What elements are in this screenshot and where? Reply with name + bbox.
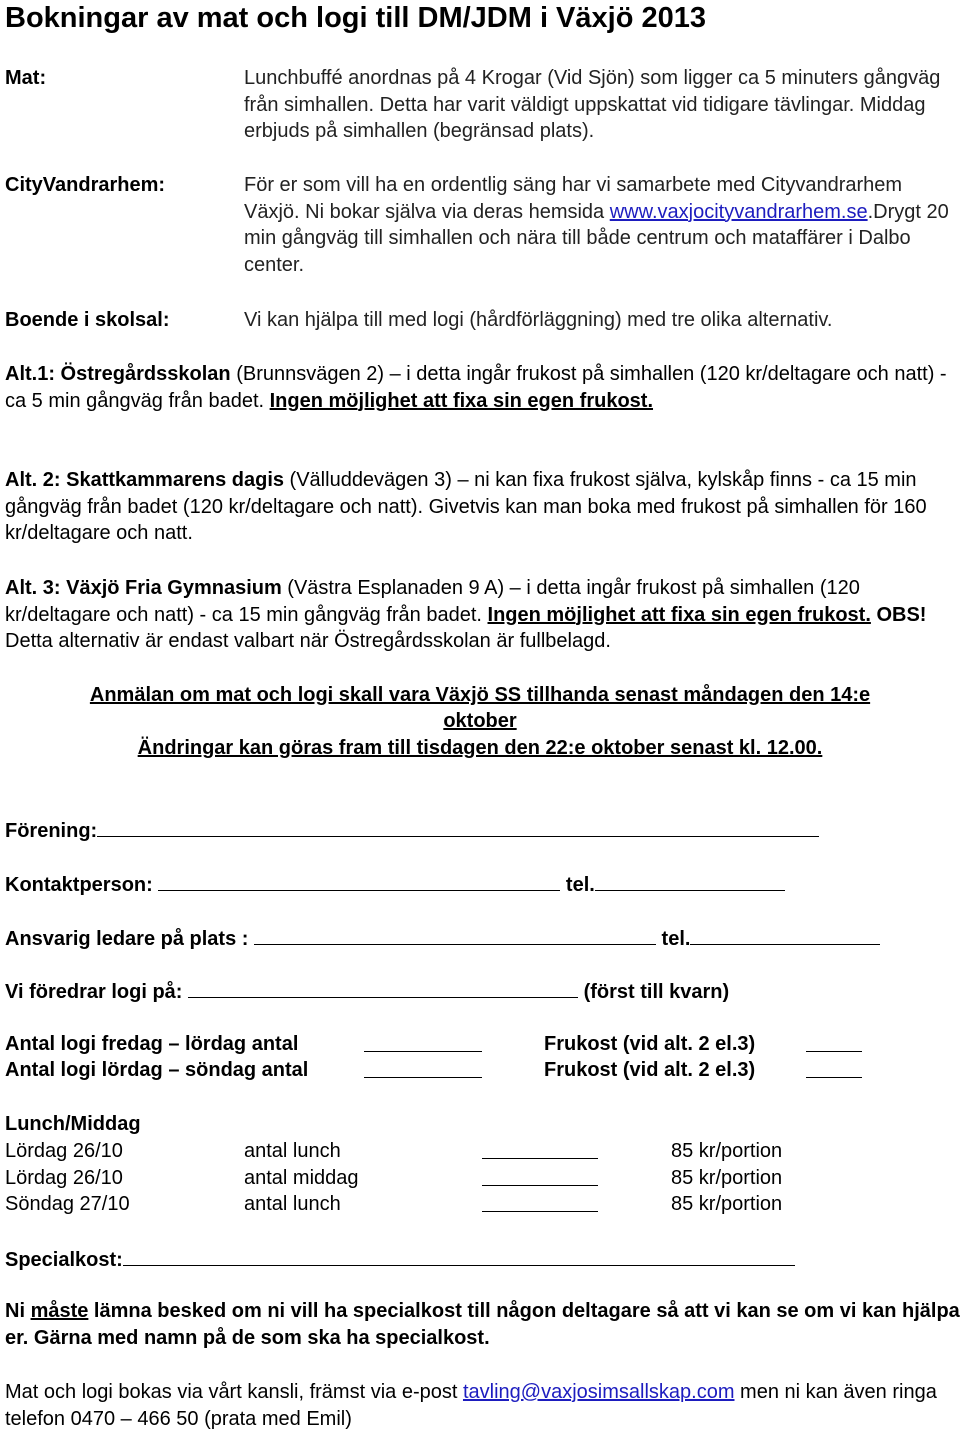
lunch-row-field[interactable]	[482, 1191, 598, 1212]
footer-email-link[interactable]: tavling@vaxjosimsallskap.com	[462, 1381, 735, 1403]
mat-label: Mat:	[5, 67, 47, 89]
kontakt-field[interactable]	[158, 870, 560, 891]
special-note-b: lämna besked om ni vill ha specialkost till någon deltagare så att vi kan se om vi kan hjälpa er. Gärna med namn på de som ska ha specialkost.	[5, 1300, 960, 1349]
footer-text	[5, 1379, 960, 1432]
city-text-1: För er som vill ha en ordentlig säng har vi samarbete med Cityvandrarhem Växjö. Ni bokar själva via deras hemsida	[244, 174, 903, 223]
forening-row	[5, 816, 819, 845]
logi-field[interactable]	[188, 977, 578, 998]
alt2-paragraph	[5, 467, 960, 547]
lordag-field[interactable]	[364, 1057, 482, 1078]
fredag-frukost-label: Frukost (vid alt. 2 el.3)	[544, 1033, 756, 1055]
alt1-text: (Brunnsvägen 2) – i detta ingår frukost på simhallen (120 kr/deltagare och natt) - ca 5 min gångväg från badet.	[5, 363, 947, 412]
alt2-prefix: Alt.	[5, 469, 38, 491]
city-link[interactable]: www.vaxjocityvandrarhem.se	[609, 200, 868, 223]
kontakt-label: Kontaktperson:	[5, 874, 153, 896]
kontakt-tel-field[interactable]	[595, 870, 785, 891]
special-note	[5, 1298, 960, 1351]
special-field[interactable]	[123, 1245, 795, 1266]
footer-text-2: men ni kan även ringa telefon 0470 – 466 50 (prata med Emil)	[5, 1381, 937, 1430]
alt3-prefix: Alt.	[5, 577, 38, 599]
ansvarig-label: Ansvarig ledare på plats :	[5, 928, 249, 950]
fredag-label: Antal logi fredag – lördag antal	[5, 1033, 299, 1055]
special-note-emphasis: måste	[30, 1300, 89, 1322]
lordag-label: Antal logi lördag – söndag antal	[5, 1059, 309, 1081]
alt3-obs: OBS!	[870, 603, 927, 626]
alt3-paragraph	[5, 575, 960, 655]
ansvarig-tel-field[interactable]	[690, 924, 880, 945]
kontakt-row	[5, 870, 785, 899]
alt2-text: (Välluddevägen 3) – ni kan fixa frukost själva, kylskåp finns - ca 15 min gångväg från badet (120 kr/deltagare och natt). Givetvis kan man boka med frukost på simhallen för 160 kr/deltagare och natt.	[5, 469, 927, 544]
city-label: CityVandrarhem:	[5, 174, 166, 196]
special-label: Specialkost:	[5, 1249, 123, 1271]
kontakt-tel-label: tel.	[565, 874, 595, 896]
deadline-line-1: Anmälan om mat och logi skall vara Växjö SS tillhanda senast måndagen den 14:e	[89, 684, 871, 706]
logi-note: (först till kvarn)	[583, 981, 730, 1003]
skolsal-text: Vi kan hjälpa till med logi (hårdförläggning) med tre olika alternativ.	[244, 309, 833, 331]
lunch-heading: Lunch/Middag	[5, 1113, 141, 1135]
alt3-name: 3: Växjö Fria Gymnasium	[37, 577, 282, 599]
forening-field[interactable]	[97, 816, 819, 837]
footer-text-1: Mat och logi bokas via vårt kansli, främst via e-post	[5, 1381, 463, 1403]
alt1-paragraph	[5, 361, 960, 414]
deadline-line-2: oktober	[443, 710, 517, 732]
logi-label: Vi föredrar logi på:	[5, 981, 183, 1003]
lunch-row-field[interactable]	[482, 1138, 598, 1159]
alt1-name: 1: Östregårdsskolan	[37, 363, 231, 385]
lunch-row-field[interactable]	[482, 1165, 598, 1186]
lunch-row-what: antal middag	[244, 1167, 359, 1189]
lunch-row-day: Lördag 26/10	[5, 1140, 123, 1162]
alt3-note: Ingen möjlighet att fixa sin egen frukost.	[487, 603, 871, 626]
alt3-text: (Västra Esplanaden 9 A) – i detta ingår frukost på simhallen (120 kr/deltagare och natt) - ca 15 min gångväg från badet.	[5, 577, 860, 626]
lunch-row-price: 85 kr/portion	[671, 1193, 783, 1215]
city-text-2: .Drygt 20 min gångväg till simhallen och nära till både centrum och mataffärer i Dalbo center.	[244, 200, 949, 276]
alt1-note: Ingen möjlighet att fixa sin egen frukost.	[269, 389, 654, 412]
lunch-row-what: antal lunch	[244, 1140, 341, 1162]
alt1-prefix: Alt.	[5, 363, 38, 385]
special-note-a: Ni	[5, 1300, 31, 1322]
city-text	[244, 172, 956, 278]
ansvarig-row	[5, 924, 880, 953]
alt3-text-end: Detta alternativ är endast valbart när Östregårdsskolan är fullbelagd.	[5, 630, 611, 652]
lordag-frukost-label: Frukost (vid alt. 2 el.3)	[544, 1059, 756, 1081]
page-title: Bokningar av mat och logi till DM/JDM i Växjö 2013	[5, 2, 706, 34]
logi-row	[5, 977, 729, 1006]
alt2-name: 2: Skattkammarens dagis	[37, 469, 284, 491]
lunch-row-what: antal lunch	[244, 1193, 341, 1215]
mat-text: Lunchbuffé anordnas på 4 Krogar (Vid Sjön) som ligger ca 5 minuters gångväg från simhallen. Detta har varit väldigt uppskattat vid tidigare tävlingar. Middag erbjuds på simhallen (begränsad plats).	[244, 67, 941, 142]
lunch-row-day: Söndag 27/10	[5, 1193, 130, 1215]
fredag-frukost-field[interactable]	[806, 1031, 862, 1052]
skolsal-label: Boende i skolsal:	[5, 309, 170, 331]
lunch-row-price: 85 kr/portion	[671, 1140, 783, 1162]
lunch-row-price: 85 kr/portion	[671, 1167, 783, 1189]
fredag-field[interactable]	[364, 1031, 482, 1052]
lunch-row-day: Lördag 26/10	[5, 1167, 123, 1189]
forening-label: Förening:	[5, 820, 98, 842]
ansvarig-tel-label: tel.	[661, 928, 691, 950]
deadline-line-3: Ändringar kan göras fram till tisdagen den 22:e oktober senast kl. 12.00.	[137, 737, 823, 759]
lordag-frukost-field[interactable]	[806, 1057, 862, 1078]
special-row	[5, 1245, 795, 1274]
ansvarig-field[interactable]	[254, 924, 656, 945]
